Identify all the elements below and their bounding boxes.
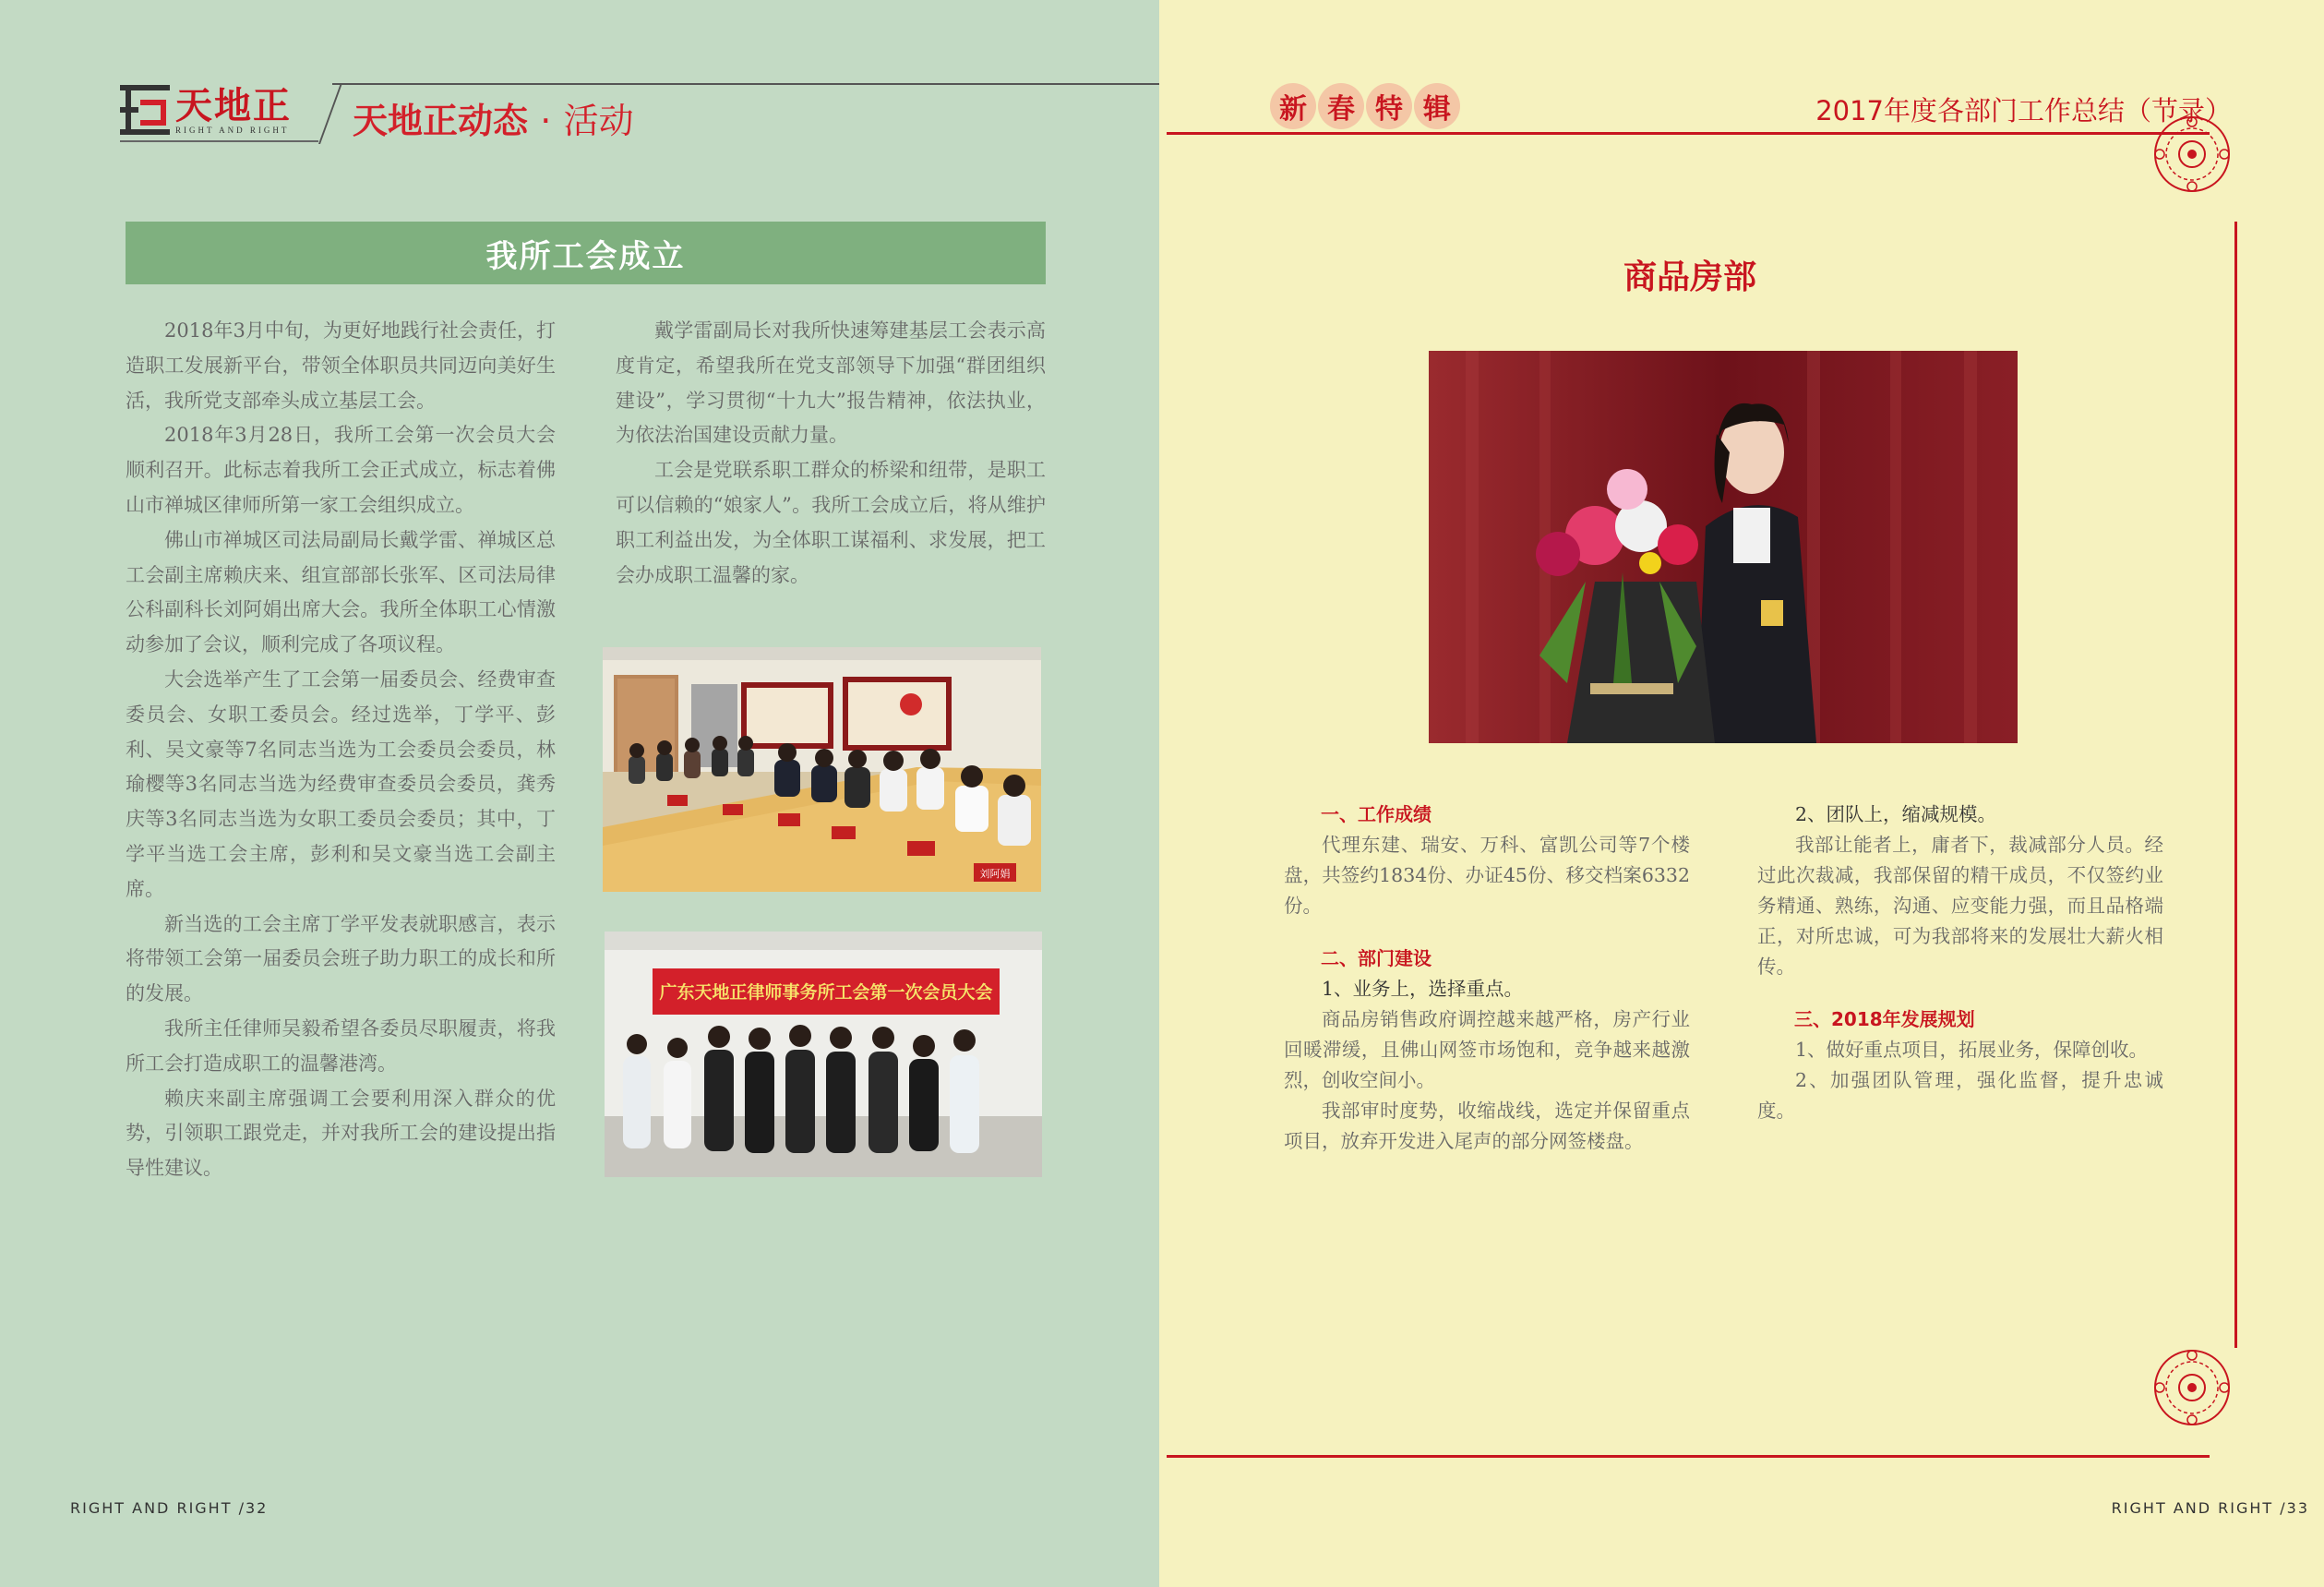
paragraph: 佛山市禅城区司法局副局长戴学雷、禅城区总工会副主席赖庆来、组宣部部长张军、区司法局律公科副科长刘阿娟出席大会。我所全体职工心情激动参加了会议，顺利完成了各项议程。 bbox=[126, 528, 556, 656]
paragraph: 2、加强团队管理，强化监督，提升忠诚度。 bbox=[1757, 1069, 2163, 1122]
paragraph: 戴学雷副局长对我所快速筹建基层工会表示高度肯定，希望我所在党支部领导下加强“群团组织建设”，学习贯彻“十九大”报告精神，依法执业，为依法治国建设贡献力量。 bbox=[616, 319, 1046, 447]
section-sub: 活动 bbox=[563, 101, 634, 141]
frame-top-rule bbox=[1167, 132, 2210, 135]
page-heading: 2017年度各部门工作总结（节录） bbox=[1815, 95, 2232, 126]
summary-column-1 bbox=[1284, 800, 1690, 1157]
left-page bbox=[0, 0, 1159, 1587]
paragraph: 新当选的工会主席丁学平发表就职感言，表示将带领工会第一届委员会班子助力职工的成长和所的发展。 bbox=[126, 912, 556, 1005]
footer-brand: RIGHT AND RIGHT bbox=[70, 1499, 233, 1517]
stamp-char: 特 bbox=[1366, 83, 1412, 129]
section-separator: · bbox=[540, 101, 552, 141]
subheading: 1、业务上，选择重点。 bbox=[1322, 978, 1524, 1000]
logo-mark-icon bbox=[120, 85, 170, 135]
page-number: /33 bbox=[2280, 1499, 2309, 1517]
page-number: /32 bbox=[238, 1499, 269, 1517]
nameplate-text: 刘阿娟 bbox=[979, 868, 1011, 880]
article-column-2 bbox=[616, 314, 1046, 593]
footer-brand: RIGHT AND RIGHT bbox=[2111, 1499, 2274, 1517]
paragraph: 商品房销售政府调控越来越严格，房产行业回暖滞缓，且佛山网签市场饱和，竞争越来越激烈，创收空间小。 bbox=[1284, 1008, 1690, 1091]
stamp-char: 辑 bbox=[1414, 83, 1460, 129]
spacer bbox=[1757, 982, 2163, 1004]
brand-name: 天地正 bbox=[175, 84, 292, 127]
frame-right-rule bbox=[2234, 222, 2237, 1348]
paragraph: 我部审时度势，收缩战线，选定并保留重点项目，放弃开发进入尾声的部分网签楼盘。 bbox=[1284, 1100, 1690, 1152]
paragraph: 代理东建、瑞安、万科、富凯公司等7个楼盘，共签约1834份、办证45份、移交档案6332份。 bbox=[1284, 834, 1690, 917]
header-top-rule bbox=[332, 83, 1159, 85]
page-footer bbox=[2112, 1499, 2309, 1517]
paragraph: 2018年3月中旬，为更好地践行社会责任，打造职工发展新平台，带领全体职员共同迈向美好生活，我所党支部牵头成立基层工会。 bbox=[126, 319, 556, 412]
spacer bbox=[1284, 921, 1690, 944]
paragraph: 工会是党联系职工群众的桥梁和纽带，是职工可以信赖的“娘家人”。我所工会成立后，将从维护职工利益出发，为全体职工谋福利、求发展，把工会办成职工温馨的家。 bbox=[616, 459, 1046, 586]
article-column-1 bbox=[126, 314, 556, 1186]
brand-tagline: RIGHT AND RIGHT bbox=[175, 126, 290, 135]
floral-ornament-icon bbox=[2150, 1346, 2234, 1429]
paragraph: 大会选举产生了工会第一届委员会、经费审查委员会、女职工委员会。经过选举，丁学平、彭利、吴文豪等7名同志当选为工会委员会委员，林瑜樱等3名同志当选为经费审查委员会委员，龚秀庆等3名同志当选为女职工委员会委员；其中，丁学平当选工会主席，彭利和吴文豪当选工会副主席。 bbox=[126, 667, 556, 900]
department-title: 商品房部 bbox=[1623, 258, 1756, 296]
article-title: 我所工会成立 bbox=[485, 237, 686, 275]
section-main: 天地正动态 bbox=[353, 101, 529, 141]
floral-ornament-icon bbox=[2150, 113, 2234, 196]
frame-bottom-rule bbox=[1167, 1455, 2210, 1458]
paragraph: 我部让能者上，庸者下，裁减部分人员。经过此次裁减，我部保留的精干成员，不仅签约业务精通、熟练，沟通、应变能力强，而且品格端正，对所忠诚，可为我部将来的发展壮大薪火相传。 bbox=[1757, 834, 2163, 978]
paragraph: 1、做好重点项目，拓展业务，保障创收。 bbox=[1795, 1039, 2149, 1061]
subheading: 2、团队上，缩减规模。 bbox=[1795, 803, 1997, 825]
paragraph: 2018年3月28日，我所工会第一次会员大会顺利召开。此标志着我所工会正式成立，标志着佛山市禅城区律师所第一家工会组织成立。 bbox=[126, 424, 556, 516]
section-heading bbox=[353, 92, 634, 143]
article-title-bar bbox=[126, 222, 1046, 284]
speaker-photo bbox=[1429, 351, 2018, 743]
meeting-photo bbox=[603, 647, 1041, 892]
stamp-char: 新 bbox=[1270, 83, 1316, 129]
group-photo bbox=[605, 932, 1042, 1177]
special-edition-stamps bbox=[1270, 83, 1462, 129]
page-footer bbox=[70, 1499, 268, 1517]
paragraph: 赖庆来副主席强调工会要利用深入群众的优势，引领职工跟党走，并对我所工会的建设提出指导性建议。 bbox=[126, 1087, 556, 1180]
summary-column-2 bbox=[1757, 800, 2163, 1126]
banner-text: 广东天地正律师事务所工会第一次会员大会 bbox=[659, 982, 993, 1003]
header-rule bbox=[120, 140, 318, 142]
section-heading-achievements: 一、工作成绩 bbox=[1321, 803, 1432, 825]
brand-logo bbox=[120, 85, 292, 135]
paragraph: 我所主任律师吴毅希望各委员尽职履责，将我所工会打造成职工的温馨港湾。 bbox=[126, 1016, 556, 1075]
right-page bbox=[1159, 0, 2324, 1587]
stamp-char: 春 bbox=[1318, 83, 1364, 129]
header-slant-rule bbox=[318, 85, 341, 144]
section-heading-dept-building: 二、部门建设 bbox=[1321, 947, 1432, 969]
section-heading-plan: 三、2018年发展规划 bbox=[1794, 1008, 1975, 1030]
